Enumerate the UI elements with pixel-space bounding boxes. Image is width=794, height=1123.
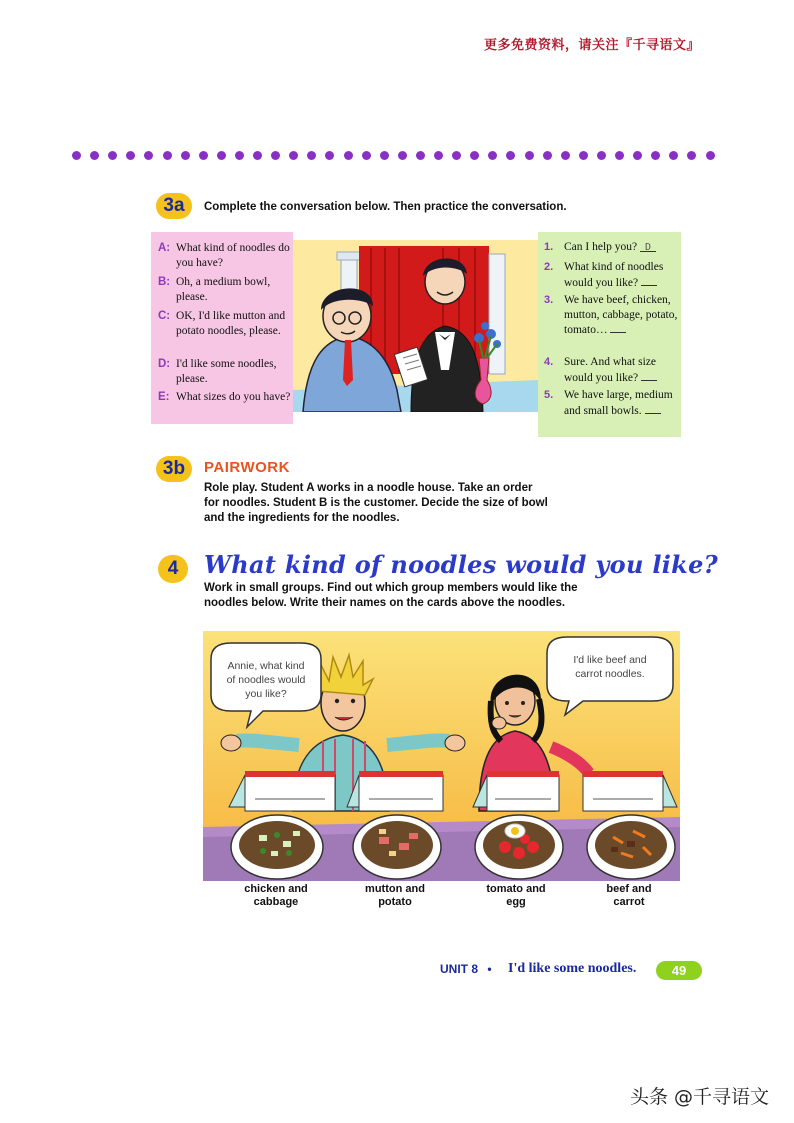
divider-dot (325, 151, 334, 160)
divider-dot (597, 151, 606, 160)
noodle-scene-illustration (203, 631, 680, 881)
divider-dot (217, 151, 226, 160)
pairwork-line: Role play. Student A works in a noodle house. Take an order (204, 482, 533, 494)
divider-dot (525, 151, 534, 160)
page-number: 49 (656, 961, 702, 980)
divider-dot (108, 151, 117, 160)
noodle-label: mutton and potato (365, 883, 425, 908)
footer-unit: UNIT 8 • (440, 962, 492, 976)
divider-dot (434, 151, 443, 160)
divider-dot (470, 151, 479, 160)
answer-blank[interactable] (641, 370, 657, 381)
section-3a-instruction: Complete the conversation below. Then practice the conversation. (204, 201, 567, 213)
name-card[interactable] (347, 771, 443, 811)
divider-dot (452, 151, 461, 160)
divider-dot (706, 151, 715, 160)
divider-dot (506, 151, 515, 160)
noodle-label: chicken and cabbage (244, 883, 308, 908)
pairwork-line: and the ingredients for the noodles. (204, 512, 400, 524)
name-card[interactable] (229, 771, 335, 811)
bubble-right-line: I'd like beef and (573, 654, 647, 666)
customer-lines-panel: A: What kind of noodles do you have? B: Oh, a medium bowl, please. C: OK, I'd like mutton and potato noodles, please. D: I'd like some noodles, please. E: What sizes do you have? (151, 232, 293, 424)
divider-dot (199, 151, 208, 160)
bowl-beef-carrot (587, 815, 675, 879)
name-card[interactable] (583, 771, 677, 811)
divider-dot (90, 151, 99, 160)
divider-dot (144, 151, 153, 160)
divider-dot (271, 151, 280, 160)
section-4-line: noodles below. Write their names on the cards above the noodles. (204, 597, 566, 609)
divider-dot (651, 151, 660, 160)
footer-title: I'd like some noodles. (508, 961, 637, 976)
section-4-badge: 4 (158, 555, 188, 583)
bubble-left-line: you like? (245, 688, 287, 700)
divider-dot (633, 151, 642, 160)
divider-dot (488, 151, 497, 160)
answer-blank[interactable] (645, 403, 661, 414)
divider-dot (543, 151, 552, 160)
watermark: 头条 @千寻语文 (630, 1086, 770, 1108)
pairwork-heading: PAIRWORK (204, 459, 290, 476)
divider-dot (579, 151, 588, 160)
noodle-label: tomato and egg (486, 883, 546, 908)
divider-dot (687, 151, 696, 160)
divider-dot (163, 151, 172, 160)
bowl-chicken-cabbage (231, 815, 323, 879)
divider-dot (235, 151, 244, 160)
divider-dot (289, 151, 298, 160)
bubble-left-line: Annie, what kind (227, 660, 305, 672)
section-4-line: Work in small groups. Find out which group members would like the (204, 582, 578, 594)
answer-blank[interactable] (641, 275, 657, 286)
divider-dot (253, 151, 262, 160)
divider-dot (398, 151, 407, 160)
answer-blank[interactable]: D (640, 241, 656, 252)
divider-dot (561, 151, 570, 160)
section-3a-badge: 3a (156, 193, 192, 219)
header-note: 更多免费资料，请关注『千寻语文』 (484, 38, 701, 53)
divider-dot (181, 151, 190, 160)
section-4-title: What kind of noodles would you like? (204, 550, 719, 579)
divider-dot (126, 151, 135, 160)
name-card[interactable] (473, 771, 559, 811)
divider-dot (615, 151, 624, 160)
bubble-right-line: carrot noodles. (575, 668, 645, 680)
divider-dot (307, 151, 316, 160)
bubble-left-line: of noodles would (226, 674, 306, 686)
dotted-divider (72, 150, 724, 162)
section-3b-badge: 3b (156, 456, 192, 482)
bowl-mutton-potato (353, 815, 441, 879)
divider-dot (669, 151, 678, 160)
divider-dot (380, 151, 389, 160)
divider-dot (344, 151, 353, 160)
divider-dot (362, 151, 371, 160)
divider-dot (72, 151, 81, 160)
restaurant-illustration (293, 240, 538, 412)
noodle-label: beef and carrot (606, 883, 652, 908)
waiter-lines-panel: 1. Can I help you? D 2. What kind of noodles would you like? 3. We have beef, chicken, mutton, cabbage, potato, tomato… 4. Sure. And what size would you like? 5. We have large, medium and small bowls. (538, 232, 681, 437)
divider-dot (416, 151, 425, 160)
answer-blank[interactable] (610, 322, 626, 333)
bowl-tomato-egg (475, 815, 563, 879)
pairwork-line: for noodles. Student B is the customer. Decide the size of bowl (204, 497, 548, 509)
